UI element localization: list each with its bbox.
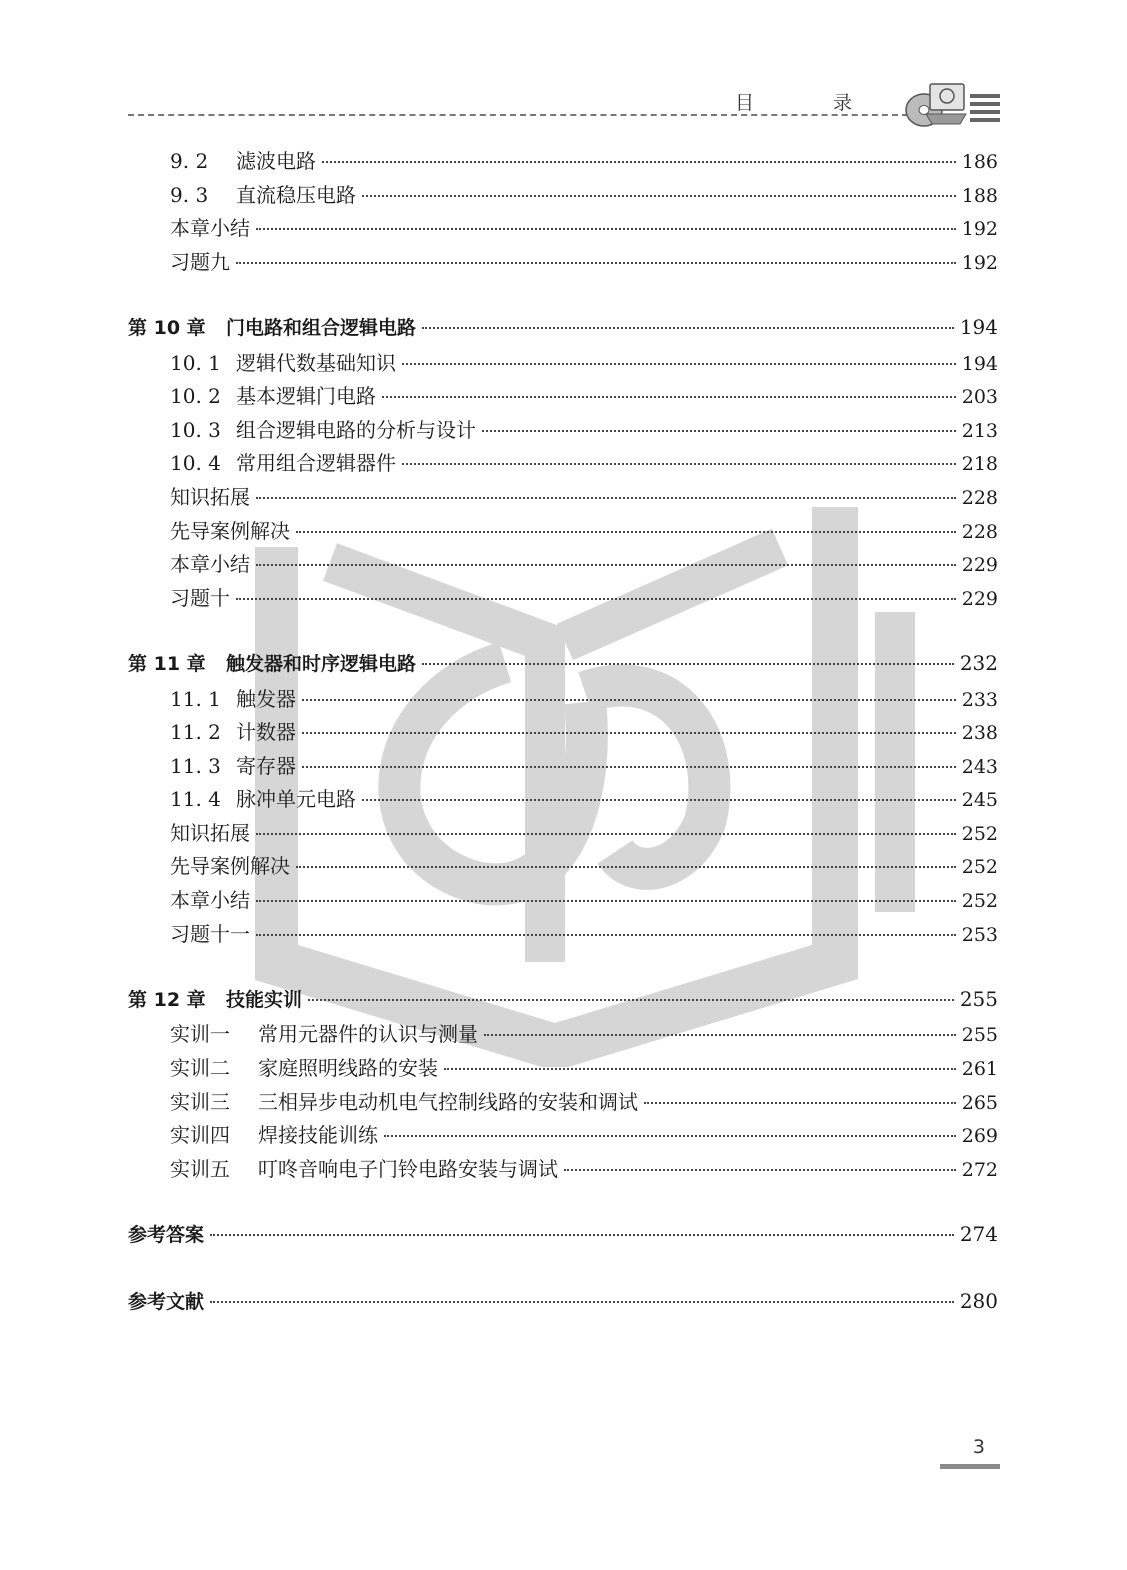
toc-entry-page: 253: [961, 923, 998, 946]
toc-dot-leader: [302, 699, 956, 701]
toc-section-entry[interactable]: [128, 750, 998, 784]
toc-entry-title: 习题十一: [170, 921, 250, 946]
toc-chapter-entry[interactable]: [128, 649, 998, 683]
running-header: [128, 80, 1000, 130]
toc-entry-title: 门电路和组合逻辑电路: [226, 316, 417, 339]
toc-entry-number: 第 12 章: [128, 988, 206, 1011]
toc-dot-leader: [236, 262, 956, 264]
toc-section-entry[interactable]: [128, 1018, 998, 1052]
toc-entry-page: 252: [961, 856, 998, 879]
toc-section-entry[interactable]: [128, 347, 998, 381]
laptop-cd-icon: [904, 80, 1000, 130]
table-of-contents: [128, 145, 998, 1321]
toc-entry-title: 先导案例解决: [170, 854, 290, 879]
toc-section-entry[interactable]: [128, 447, 998, 481]
toc-section-entry[interactable]: [128, 716, 998, 750]
toc-entry-page: 229: [961, 587, 998, 610]
toc-dot-leader: [484, 1034, 956, 1036]
toc-entry-number: 9. 2: [170, 149, 209, 173]
toc-entry-page: 252: [961, 822, 998, 845]
toc-entry-title: 脉冲单元电路: [236, 787, 356, 812]
toc-entry-page: 265: [961, 1091, 998, 1114]
toc-dot-leader: [422, 327, 954, 329]
toc-entry-title: 本章小结: [170, 552, 250, 577]
toc-entry-title: 本章小结: [170, 888, 250, 913]
toc-dot-leader: [256, 833, 956, 835]
toc-dot-leader: [256, 934, 956, 936]
toc-dot-leader: [256, 564, 956, 566]
toc-section-entry[interactable]: [128, 212, 998, 246]
toc-dot-leader: [644, 1102, 956, 1104]
toc-entry-page: 186: [961, 151, 998, 173]
toc-entry-title: 家庭照明线路的安装: [258, 1056, 438, 1081]
toc-section-entry[interactable]: [128, 1153, 998, 1187]
toc-entry-title: 滤波电路: [236, 149, 316, 173]
toc-section-entry[interactable]: [128, 884, 998, 918]
toc-entry-title: 直流稳压电路: [236, 182, 356, 207]
toc-dot-leader: [308, 999, 954, 1001]
toc-entry-page: 245: [961, 789, 998, 812]
toc-section-entry[interactable]: [128, 481, 998, 515]
toc-dot-leader: [210, 1301, 954, 1303]
toc-gap: [128, 1254, 998, 1288]
toc-entry-page: 261: [961, 1058, 998, 1081]
toc-dot-leader: [402, 463, 956, 465]
toc-entry-number: 第 11 章: [128, 652, 206, 675]
toc-entry-number: 实训四: [170, 1123, 230, 1148]
toc-section-entry[interactable]: [128, 850, 998, 884]
toc-entry-page: 228: [961, 486, 998, 509]
toc-dot-leader: [302, 732, 956, 734]
toc-entry-page: 213: [961, 419, 998, 442]
toc-section-entry[interactable]: [128, 246, 998, 280]
toc-gap: [128, 279, 998, 313]
toc-gap: [128, 951, 998, 985]
toc-chapter-entry[interactable]: [128, 313, 998, 347]
toc-entry-number: 第 10 章: [128, 316, 206, 339]
toc-entry-page: 194: [961, 352, 998, 375]
toc-entry-title: 寄存器: [236, 753, 296, 778]
toc-entry-page: 274: [959, 1222, 998, 1246]
toc-dot-leader: [444, 1068, 956, 1070]
toc-entry-page: 252: [961, 890, 998, 913]
toc-section-entry[interactable]: [128, 145, 998, 179]
toc-entry-title: 先导案例解决: [170, 518, 290, 543]
toc-gap: [128, 615, 998, 649]
toc-entry-title: 三相异步电动机电气控制线路的安装和调试: [258, 1089, 638, 1114]
toc-entry-page: 192: [961, 218, 998, 241]
toc-entry-page: 238: [961, 722, 998, 745]
toc-chapter-entry[interactable]: [128, 985, 998, 1019]
toc-entry-title: 组合逻辑电路的分析与设计: [236, 417, 476, 442]
toc-entry-page: 218: [961, 453, 998, 476]
toc-entry-page: 203: [961, 386, 998, 409]
toc-entry-page: 272: [961, 1158, 998, 1181]
toc-dot-leader: [256, 497, 956, 499]
toc-entry-title: 焊接技能训练: [258, 1123, 378, 1148]
toc-entry-number: 实训一: [170, 1022, 230, 1047]
toc-section-entry[interactable]: [128, 380, 998, 414]
toc-section-entry[interactable]: [128, 582, 998, 616]
toc-entry-number: 11. 4: [170, 787, 221, 812]
toc-entry-title: 叮咚音响电子门铃电路安装与调试: [258, 1156, 558, 1181]
toc-dot-leader: [564, 1169, 956, 1171]
toc-entry-page: 229: [961, 554, 998, 577]
toc-entry-title: 常用组合逻辑器件: [236, 451, 396, 476]
toc-section-entry[interactable]: [128, 683, 998, 717]
toc-dot-leader: [236, 598, 956, 600]
toc-entry-page: 280: [959, 1289, 998, 1314]
toc-gap: [128, 1186, 998, 1220]
toc-entry-title: 参考答案: [128, 1224, 205, 1246]
toc-dot-leader: [384, 1135, 956, 1137]
toc-dot-leader: [382, 396, 956, 398]
toc-section-entry[interactable]: [128, 414, 998, 448]
toc-dot-leader: [256, 900, 956, 902]
toc-section-entry[interactable]: [128, 548, 998, 582]
toc-section-entry[interactable]: [128, 817, 998, 851]
toc-entry-page: 192: [961, 251, 998, 274]
toc-entry-page: 232: [959, 650, 998, 675]
toc-entry-title: 技能实训: [226, 988, 303, 1011]
page-number-bar: [940, 1464, 1000, 1469]
toc-entry-page: 255: [959, 986, 998, 1011]
toc-dot-leader: [296, 866, 956, 868]
toc-entry-number: 10. 1: [170, 350, 221, 375]
toc-dot-leader: [422, 663, 954, 665]
toc-entry-page: 233: [961, 688, 998, 711]
toc-dot-leader: [256, 228, 956, 230]
toc-chapter-entry[interactable]: [128, 1287, 998, 1321]
toc-section-entry[interactable]: [128, 179, 998, 213]
toc-entry-page: 188: [961, 184, 998, 207]
toc-entry-number: 实训三: [170, 1089, 230, 1114]
toc-entry-title: 计数器: [236, 720, 296, 745]
toc-entry-number: 11. 2: [170, 720, 221, 745]
toc-dot-leader: [482, 430, 956, 432]
toc-entry-title: 触发器和时序逻辑电路: [226, 652, 417, 675]
header-title: 目 录: [734, 92, 882, 114]
toc-section-entry[interactable]: [128, 1119, 998, 1153]
toc-entry-title: 参考文献: [128, 1291, 205, 1314]
toc-entry-number: 10. 4: [170, 451, 221, 476]
toc-dot-leader: [210, 1234, 954, 1236]
toc-entry-title: 逻辑代数基础知识: [236, 350, 396, 375]
toc-entry-number: 10. 3: [170, 417, 221, 442]
toc-entry-page: 228: [961, 520, 998, 543]
toc-section-entry[interactable]: [128, 1052, 998, 1086]
toc-entry-title: 知识拓展: [170, 484, 250, 509]
toc-dot-leader: [322, 161, 956, 163]
toc-entry-number: 11. 3: [170, 753, 221, 778]
toc-entry-page: 194: [959, 314, 998, 339]
toc-dot-leader: [362, 195, 956, 197]
toc-entry-title: 基本逻辑门电路: [236, 384, 376, 409]
toc-dot-leader: [302, 766, 956, 768]
toc-entry-page: 243: [961, 755, 998, 778]
page-number: 3: [972, 1436, 985, 1458]
toc-dot-leader: [362, 799, 956, 801]
toc-entry-title: 本章小结: [170, 216, 250, 241]
toc-entry-page: 269: [961, 1125, 998, 1148]
toc-entry-number: 9. 3: [170, 182, 209, 207]
toc-entry-title: 常用元器件的认识与测量: [258, 1022, 478, 1047]
toc-dot-leader: [402, 363, 956, 365]
toc-dot-leader: [296, 531, 956, 533]
toc-entry-title: 习题十: [170, 585, 230, 610]
toc-section-entry[interactable]: [128, 515, 998, 549]
toc-entry-title: 触发器: [236, 686, 296, 711]
toc-entry-number: 实训五: [170, 1156, 230, 1181]
toc-entry-number: 10. 2: [170, 384, 221, 409]
toc-entry-page: 255: [961, 1024, 998, 1047]
toc-entry-number: 实训二: [170, 1056, 230, 1081]
toc-entry-number: 11. 1: [170, 686, 221, 711]
toc-section-entry[interactable]: [128, 918, 998, 952]
toc-section-entry[interactable]: [128, 1086, 998, 1120]
toc-entry-title: 知识拓展: [170, 820, 250, 845]
toc-chapter-entry[interactable]: [128, 1220, 998, 1254]
toc-section-entry[interactable]: [128, 783, 998, 817]
header-dashed-rule: [128, 114, 908, 116]
toc-entry-title: 习题九: [170, 249, 230, 274]
